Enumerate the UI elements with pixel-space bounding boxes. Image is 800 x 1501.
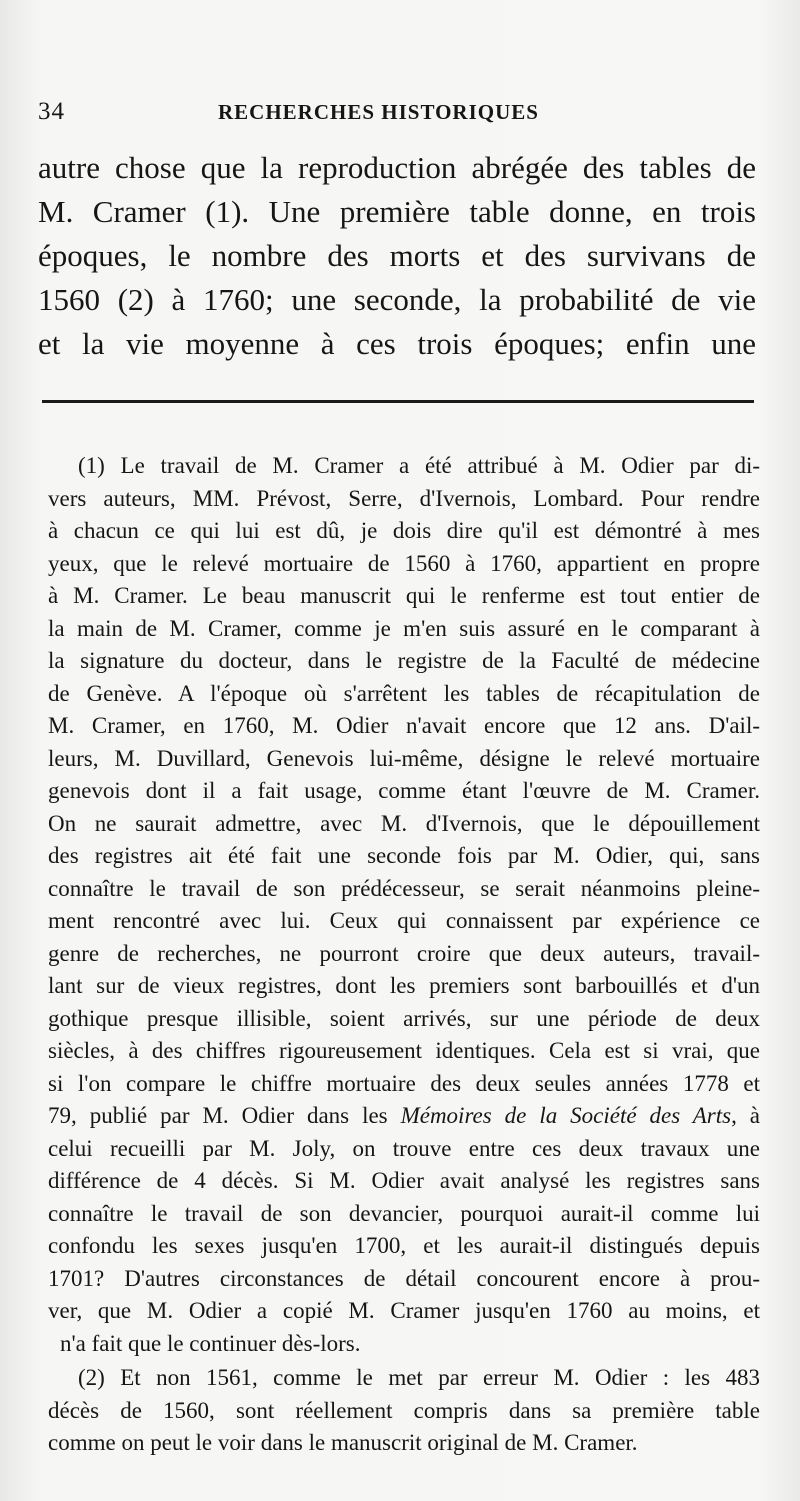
footnote-line: ver, que M. Odier a copié M. Cramer jusqu'en 1760 au moins, et bbox=[48, 1298, 760, 1323]
footnote-line: gothique presque illisible, soient arrivés, sur une période de deux bbox=[48, 1005, 760, 1031]
footnote-line: 1701? D'autres circonstances de détail concourent encore à prou- bbox=[48, 1265, 760, 1291]
footnote-line-with-italic bbox=[48, 1100, 760, 1133]
footnote-line: si l'on compare le chiffre mortuaire des deux seules années 1778 et bbox=[48, 1070, 760, 1096]
footnote-line: vers auteurs, MM. Prévost, Serre, d'Ivernois, Lombard. Pour rendre bbox=[48, 485, 760, 511]
footnote-line: n'a fait que le continuer dès-lors. bbox=[60, 1330, 361, 1356]
footnote-line: confondu les sexes jusqu'en 1700, et les aurait-il distingués depuis bbox=[48, 1233, 760, 1258]
footnote-line: ment rencontré avec lui. Ceux qui connaissent par expérience ce bbox=[48, 908, 760, 933]
footnote-line: la signature du docteur, dans le registre de la Faculté de médecine bbox=[48, 648, 760, 673]
body-line: 1560 (2) à 1760; une seconde, la probabilité de vie bbox=[38, 282, 756, 317]
footnote-line: décès de 1560, sont réellement compris dans sa première table bbox=[48, 1397, 760, 1423]
main-text bbox=[38, 146, 756, 366]
footnote-line: à chacun ce qui lui est dû, je dois dire qu'il est démontré à mes bbox=[48, 518, 760, 543]
footnote-line: yeux, que le relevé mortuaire de 1560 à 1760, appartient en propre bbox=[48, 550, 760, 576]
footnote-line: comme on peut le voir dans le manuscrit original de M. Cramer. bbox=[48, 1430, 638, 1455]
footnote-line: (1) Le travail de M. Cramer a été attribué à M. Odier par di- bbox=[78, 453, 760, 478]
footnote-line: siècles, à des chiffres rigoureusement identiques. Cela est si vrai, que bbox=[48, 1038, 760, 1063]
body-line: autre chose que la reproduction abrégée des tables de bbox=[38, 150, 756, 185]
footnote-text: , à bbox=[731, 1103, 760, 1128]
body-line: M. Cramer (1). Une première table donne, en trois bbox=[38, 194, 756, 229]
publication-title: Mémoires de la Société des Arts bbox=[400, 1103, 732, 1128]
footnote-line: à M. Cramer. Le beau manuscrit qui le renferme est tout entier de bbox=[48, 583, 760, 608]
footnote-rule bbox=[42, 400, 754, 403]
footnote-line: lant sur de vieux registres, dont les premiers sont barbouillés et d'un bbox=[48, 973, 760, 998]
running-head bbox=[38, 96, 768, 130]
footnote-line: genre de recherches, ne pourront croire que deux auteurs, travail- bbox=[48, 940, 760, 966]
footnote-line: différence de 4 décès. Si M. Odier avait analysé les registres sans bbox=[48, 1168, 760, 1193]
bleed-through-shadow bbox=[30, 362, 770, 396]
body-line: époques, le nombre des morts et des survivans de bbox=[38, 238, 756, 273]
footnote-line: leurs, M. Duvillard, Genevois lui-même, désigne le relevé mortuaire bbox=[48, 745, 760, 771]
footnote-2 bbox=[48, 1362, 760, 1460]
footnote-line: de Genève. A l'époque où s'arrêtent les tables de récapitulation de bbox=[48, 680, 760, 706]
footnotes bbox=[48, 450, 760, 1460]
footnote-line: M. Cramer, en 1760, M. Odier n'avait encore que 12 ans. D'ail- bbox=[48, 713, 760, 738]
running-title: RECHERCHES HISTORIQUES bbox=[218, 100, 539, 124]
footnote-line: celui recueilli par M. Joly, on trouve entre ces deux travaux une bbox=[48, 1135, 760, 1161]
footnote-line: connaître le travail de son prédécesseur, se serait néanmoins pleine- bbox=[48, 875, 760, 901]
footnote-line: la main de M. Cramer, comme je m'en suis assuré en le comparant à bbox=[48, 615, 760, 641]
footnote-1 bbox=[48, 450, 760, 1360]
footnote-text: 79, publié par M. Odier dans les bbox=[48, 1103, 401, 1128]
body-line: et la vie moyenne à ces trois époques; enfin une bbox=[38, 326, 756, 361]
footnote-line: connaître le travail de son devancier, pourquoi aurait-il comme lui bbox=[48, 1200, 760, 1226]
footnote-line: On ne saurait admettre, avec M. d'Ivernois, que le dépouillement bbox=[48, 810, 760, 836]
page-number: 34 bbox=[38, 98, 65, 125]
footnote-line: des registres ait été fait une seconde fois par M. Odier, qui, sans bbox=[48, 843, 760, 868]
footnote-line: (2) Et non 1561, comme le met par erreur M. Odier : les 483 bbox=[78, 1365, 760, 1390]
footnote-line: genevois dont il a fait usage, comme étant l'œuvre de M. Cramer. bbox=[48, 778, 760, 803]
